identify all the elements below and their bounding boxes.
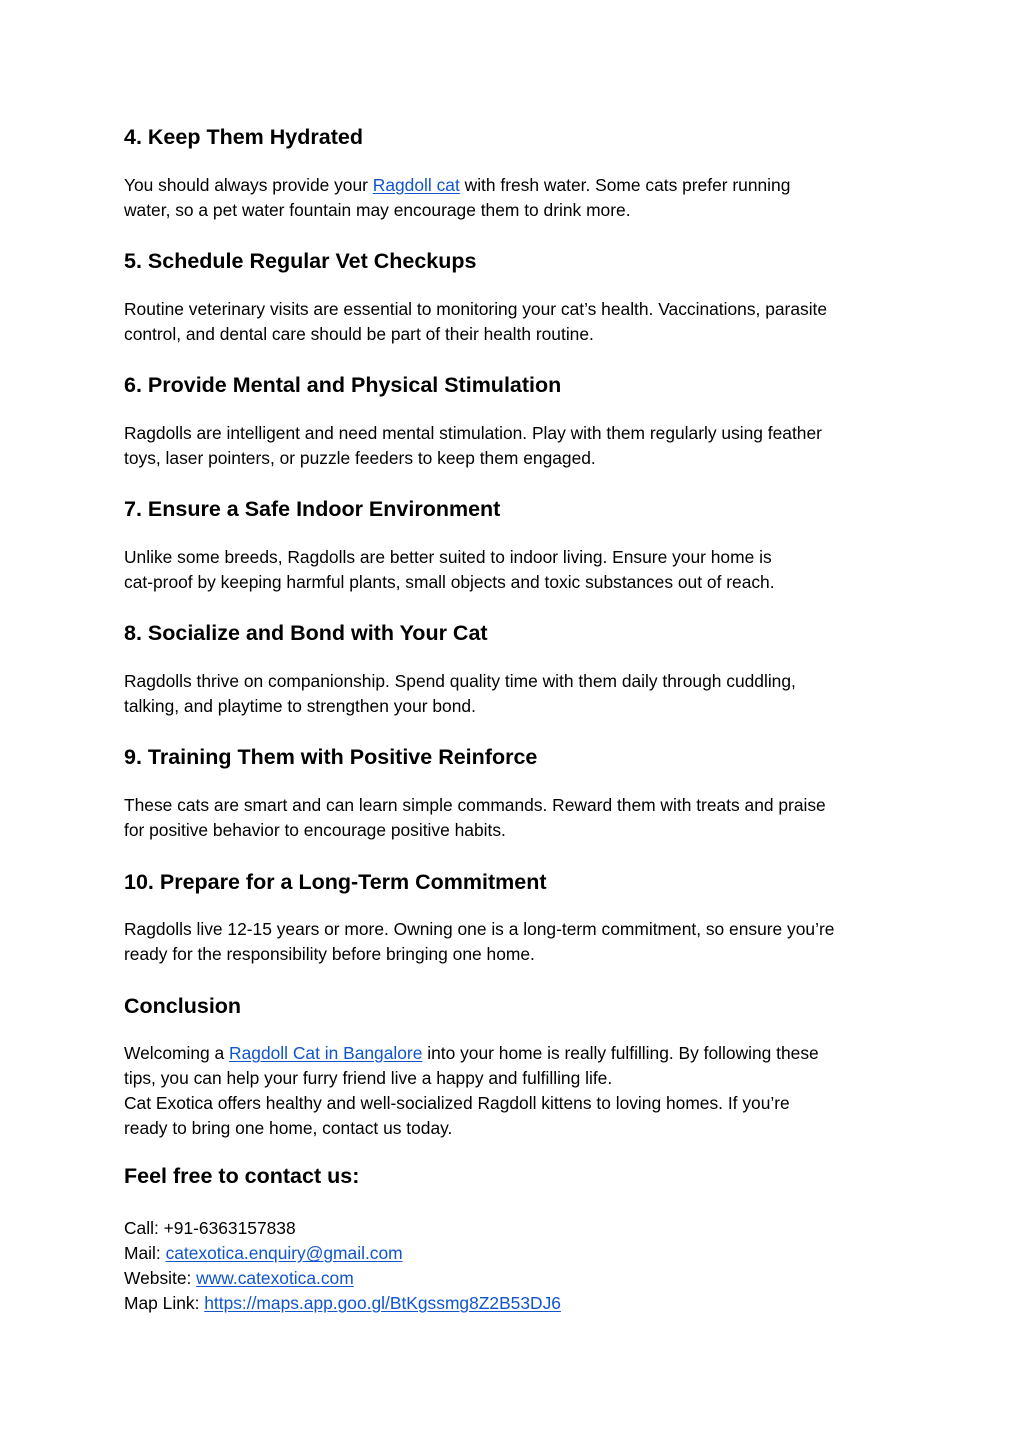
mail-label: Mail: xyxy=(124,1243,166,1263)
section-heading-training: 9. Training Them with Positive Reinforce xyxy=(124,745,538,769)
contact-block xyxy=(124,1216,914,1316)
website-link[interactable]: www.catexotica.com xyxy=(196,1268,354,1288)
section-heading-hydrated: 4. Keep Them Hydrated xyxy=(124,125,363,149)
section-heading-socialize: 8. Socialize and Bond with Your Cat xyxy=(124,621,488,645)
section-body-indoor xyxy=(124,545,914,595)
body-line: Unlike some breeds, Ragdolls are better suited to indoor living. Ensure your home is xyxy=(124,547,772,567)
ragdoll-cat-link[interactable]: Ragdoll cat xyxy=(372,175,460,195)
body-line: cat-proof by keeping harmful plants, small objects and toxic substances out of reach. xyxy=(124,572,775,592)
body-line: tips, you can help your furry friend live a happy and fulfilling life. xyxy=(124,1068,613,1088)
section-heading-commitment: 10. Prepare for a Long-Term Commitment xyxy=(124,870,547,894)
body-line: ready to bring one home, contact us today. xyxy=(124,1118,453,1138)
section-body-socialize xyxy=(124,669,914,719)
body-line: talking, and playtime to strengthen your bond. xyxy=(124,696,476,716)
text-run: Welcoming a xyxy=(124,1043,230,1063)
body-line: for positive behavior to encourage positive habits. xyxy=(124,820,506,840)
map-label: Map Link: xyxy=(124,1293,205,1313)
text-run: into your home is really fulfilling. By following these xyxy=(422,1043,819,1063)
section-heading-vet: 5. Schedule Regular Vet Checkups xyxy=(124,249,477,273)
body-line xyxy=(124,1041,914,1066)
section-body-hydrated xyxy=(124,173,914,223)
body-line: Ragdolls thrive on companionship. Spend quality time with them daily through cuddling, xyxy=(124,671,796,691)
body-line xyxy=(124,173,914,198)
section-body-training xyxy=(124,793,914,843)
body-line: Ragdolls are intelligent and need mental stimulation. Play with them regularly using feather xyxy=(124,423,822,443)
section-body-commitment xyxy=(124,917,914,967)
website-label: Website: xyxy=(124,1268,197,1288)
body-line: control, and dental care should be part of their health routine. xyxy=(124,324,594,344)
contact-heading: Feel free to contact us: xyxy=(124,1164,360,1188)
body-line: Routine veterinary visits are essential to monitoring your cat’s health. Vaccinations, parasite xyxy=(124,299,828,319)
contact-website xyxy=(124,1266,914,1291)
body-line: toys, laser pointers, or puzzle feeders to keep them engaged. xyxy=(124,448,596,468)
body-line: water, so a pet water fountain may encourage them to drink more. xyxy=(124,200,631,220)
body-line: These cats are smart and can learn simple commands. Reward them with treats and praise xyxy=(124,795,826,815)
section-heading-stimulation: 6. Provide Mental and Physical Stimulation xyxy=(124,373,562,397)
section-body-vet xyxy=(124,297,914,347)
section-body-conclusion xyxy=(124,1041,914,1141)
section-heading-conclusion: Conclusion xyxy=(124,994,242,1018)
text-run: You should always provide your xyxy=(124,175,373,195)
body-line: Cat Exotica offers healthy and well-socialized Ragdoll kittens to loving homes. If you’re xyxy=(124,1093,790,1113)
ragdoll-bangalore-link[interactable]: Ragdoll Cat in Bangalore xyxy=(229,1043,423,1063)
body-line: Ragdolls live 12-15 years or more. Owning one is a long-term commitment, so ensure you’re xyxy=(124,919,835,939)
contact-map xyxy=(124,1291,914,1316)
contact-mail xyxy=(124,1241,914,1266)
section-heading-indoor: 7. Ensure a Safe Indoor Environment xyxy=(124,497,501,521)
map-link[interactable]: https://maps.app.goo.gl/BtKgssmg8Z2B53DJ6 xyxy=(204,1293,561,1313)
contact-call: Call: +91-6363157838 xyxy=(124,1218,296,1238)
body-line: ready for the responsibility before bringing one home. xyxy=(124,944,535,964)
text-run: with fresh water. Some cats prefer running xyxy=(459,175,791,195)
email-link[interactable]: catexotica.enquiry@gmail.com xyxy=(165,1243,403,1263)
section-body-stimulation xyxy=(124,421,914,471)
